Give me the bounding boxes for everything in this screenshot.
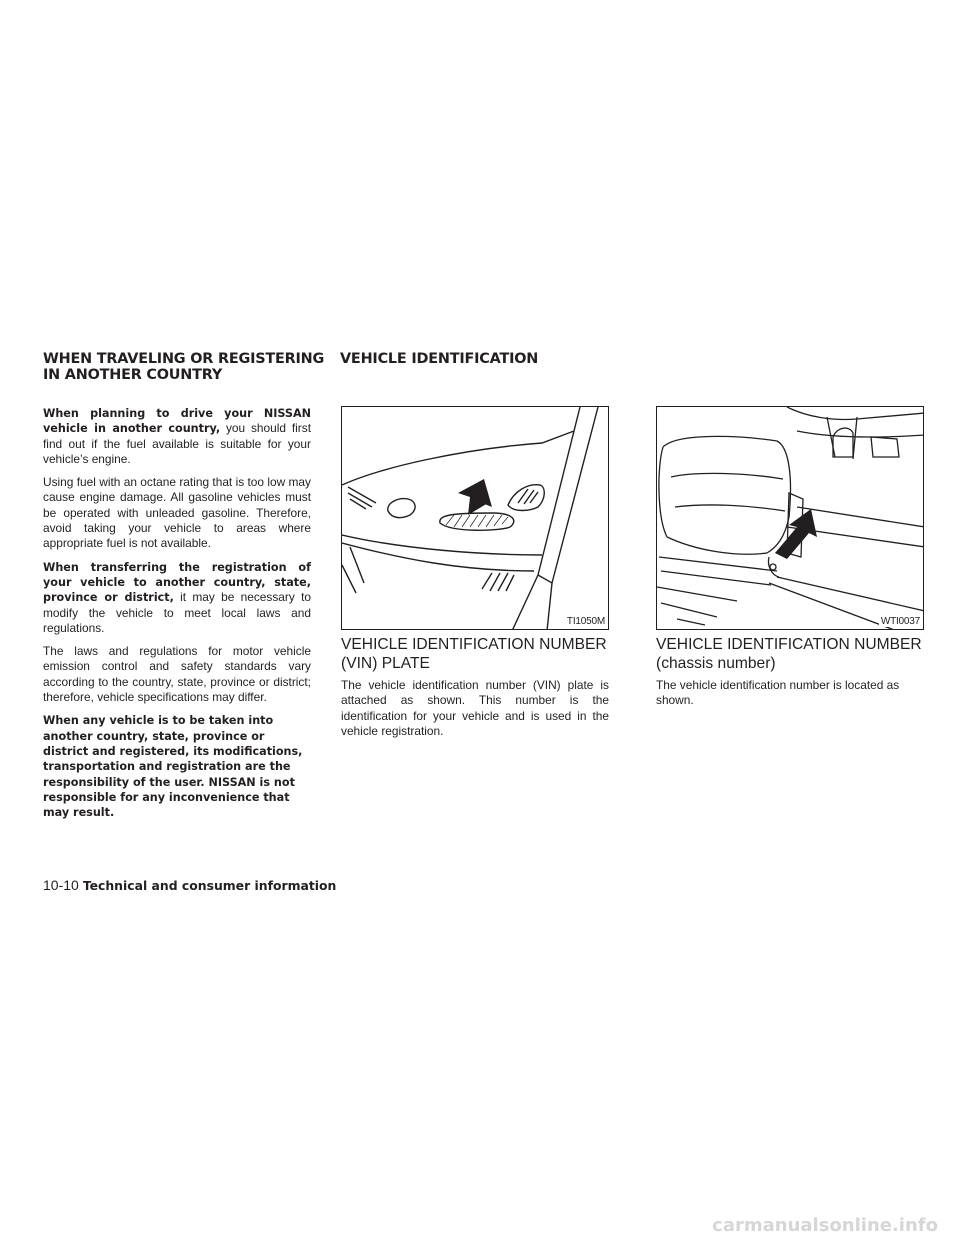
paragraph-fuel-lead: When planning to drive your NISSAN vehicle in another country, bbox=[43, 407, 311, 436]
vin-plate-illustration bbox=[342, 407, 609, 630]
chassis-number-figure bbox=[656, 406, 924, 630]
chassis-number-subheading bbox=[656, 636, 928, 673]
chassis-number-subheading-line-1: VEHICLE IDENTIFICATION NUMBER bbox=[656, 636, 922, 653]
chassis-number-description: The vehicle identification number is located as shown. bbox=[656, 678, 900, 708]
page-number: 10-10 bbox=[43, 877, 79, 893]
paragraph-registration-text: it may be necessary to modify the vehicle to meet local laws and regulations. bbox=[43, 590, 311, 635]
paragraph-fuel-text: you should first find out if the fuel available is suitable for your vehicle’s engine. bbox=[43, 421, 311, 466]
paragraph-octane: Using fuel with an octane rating that is too low may cause engine damage. All gasoline vehicles must be operated with unleaded gasoline. Therefore, avoid taking your vehicle to areas where appropriate fuel is not available. bbox=[43, 475, 311, 551]
paragraph-responsibility bbox=[43, 713, 311, 820]
section-title-line-2: IN ANOTHER COUNTRY bbox=[43, 367, 223, 383]
vin-plate-subheading bbox=[341, 636, 613, 673]
paragraph-emission: The laws and regulations for motor vehicle emission control and safety standards vary according to the country, state, province or district; therefore, vehicle specifications may differ. bbox=[43, 644, 311, 705]
traveling-body bbox=[43, 406, 311, 828]
vin-plate-description: The vehicle identification number (VIN) plate is attached as shown. This number is the identification for your vehicle and is used in the vehicle registration. bbox=[341, 678, 609, 738]
section-title-vehicle-identification: VEHICLE IDENTIFICATION bbox=[340, 351, 539, 367]
chassis-number-illustration bbox=[657, 407, 924, 630]
figure-code: TI1050M bbox=[566, 616, 605, 627]
section-title-line-1: WHEN TRAVELING OR REGISTERING bbox=[43, 351, 325, 367]
paragraph-responsibility-text: When any vehicle is to be taken into another country, state, province or district and registered, its modifications, transportation and registration are the responsibility of the user. NISSAN is not responsible for any inconvenience that may result. bbox=[43, 714, 303, 820]
chapter-title: Technical and consumer information bbox=[82, 878, 337, 893]
vin-plate-subheading-line-1: VEHICLE IDENTIFICATION NUMBER bbox=[341, 636, 607, 653]
paragraph-fuel bbox=[43, 406, 311, 467]
chassis-number-subheading-line-2: (chassis number) bbox=[656, 654, 776, 672]
vin-plate-subheading-line-2: (VIN) PLATE bbox=[341, 654, 430, 672]
pointer-arrow-icon bbox=[458, 479, 492, 515]
pointer-arrow-icon bbox=[775, 509, 817, 559]
paragraph-registration-lead: When transferring the registration of your vehicle to another country, state, province or district, bbox=[43, 560, 311, 605]
section-title-traveling bbox=[43, 351, 343, 383]
watermark: carmanualsonline.info bbox=[712, 1215, 938, 1236]
figure-code: WTI0037 bbox=[880, 616, 920, 627]
paragraph-registration bbox=[43, 560, 311, 636]
vin-plate-figure bbox=[341, 406, 609, 630]
page-footer bbox=[43, 877, 336, 893]
